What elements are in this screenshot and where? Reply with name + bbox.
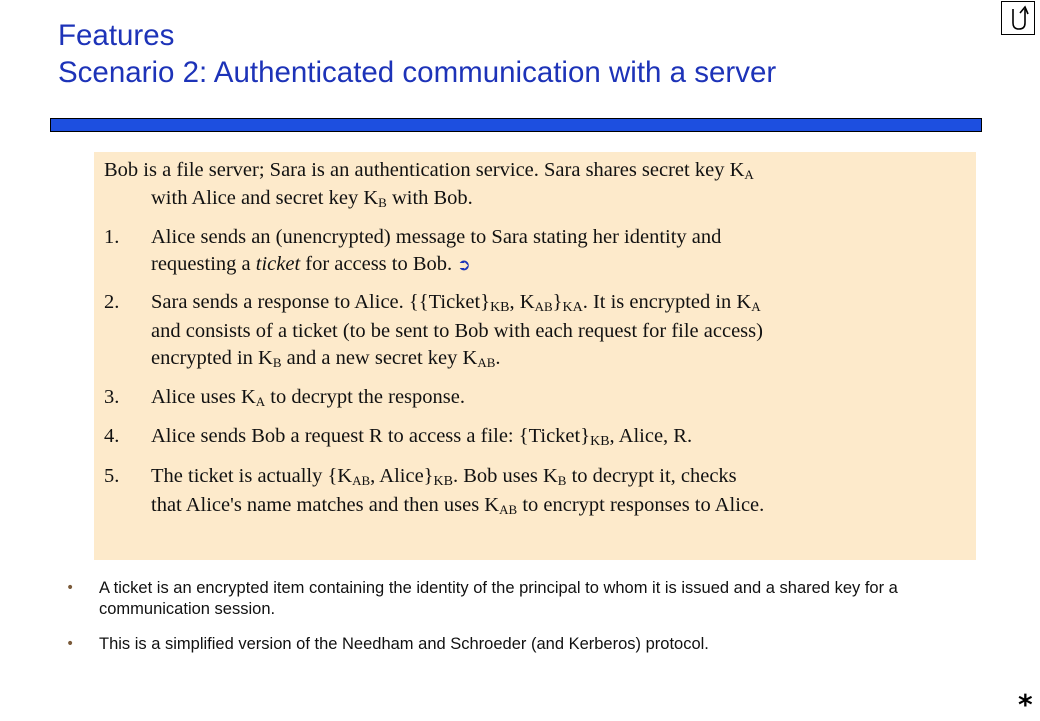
star-marker[interactable]: *	[1018, 688, 1033, 721]
arrow-icon[interactable]: ➲	[457, 255, 471, 274]
intro-paragraph	[104, 157, 970, 213]
step-5-sub: AB	[352, 473, 371, 488]
step-5-text: to decrypt it, checks	[566, 465, 737, 487]
return-arrow-icon	[1002, 2, 1034, 34]
step-1-text-a: requesting a	[151, 253, 256, 275]
return-button[interactable]	[1001, 1, 1035, 35]
step-3-sub: A	[255, 394, 266, 409]
slide-title	[58, 17, 776, 91]
step-2-text: . It is encrypted in K	[582, 291, 752, 313]
step-number: 1.	[104, 226, 120, 248]
title-rule	[50, 118, 982, 132]
step-2-sub: A	[751, 299, 761, 314]
bullet-item	[66, 634, 996, 655]
step-4	[104, 423, 970, 452]
step-2-sub: KA	[562, 300, 583, 315]
step-1-emphasis: ticket	[255, 253, 301, 275]
scenario-content	[104, 157, 970, 531]
step-4-sub: KB	[590, 434, 610, 449]
bullet-text: A ticket is an encrypted item containing the identity of the principal to whom it is issued and a shared key for a communication session.	[99, 579, 898, 618]
bullet-item	[66, 578, 996, 620]
step-5-sub: B	[557, 473, 567, 488]
step-number: 4.	[104, 425, 120, 447]
step-2-line-2: and consists of a ticket (to be sent to Bob with each request for file access)	[151, 320, 763, 342]
title-line-2: Scenario 2: Authenticated communication with a server	[58, 56, 777, 89]
bullet-text: This is a simplified version of the Needham and Schroeder (and Kerberos) protocol.	[99, 635, 709, 653]
step-5-text: The ticket is actually {K	[151, 465, 353, 487]
step-5-text: , Alice}	[370, 465, 434, 487]
step-2-text: encrypted in K	[151, 347, 273, 369]
intro-text-1: Bob is a file server; Sara is an authentication service. Sara shares secret key K	[104, 159, 745, 181]
step-4-text: , Alice, R.	[609, 425, 693, 447]
intro-text-2: with Alice and secret key K	[151, 187, 379, 209]
step-2-text: and a new secret key K	[281, 347, 478, 369]
step-1	[104, 224, 970, 278]
step-3-text: to decrypt the response.	[265, 386, 465, 408]
step-2-text: .	[495, 347, 501, 369]
bullet-icon: •	[66, 636, 75, 652]
step-2	[104, 289, 970, 373]
intro-sub-1: A	[744, 167, 754, 182]
step-2-text: , K	[509, 291, 535, 313]
intro-sub-2: B	[378, 195, 387, 210]
step-1-text-b: for access to Bob.	[300, 253, 458, 275]
step-5-text: that Alice's name matches and then uses K	[151, 494, 500, 516]
step-3	[104, 384, 970, 412]
step-1-line-1: Alice sends an (unencrypted) message to Sara stating her identity and	[151, 226, 722, 248]
step-2-text: Sara sends a response to Alice. {{Ticket}	[151, 291, 491, 313]
step-2-sub: AB	[534, 299, 553, 314]
step-5-text: to encrypt responses to Alice.	[517, 494, 765, 516]
step-number: 2.	[104, 291, 120, 313]
step-5	[104, 463, 970, 520]
step-5-sub: KB	[433, 474, 453, 489]
step-5-text: . Bob uses K	[452, 465, 558, 487]
step-3-text: Alice uses K	[151, 386, 256, 408]
step-2-text: }	[552, 291, 563, 313]
step-2-sub: B	[272, 355, 282, 370]
step-number: 5.	[104, 465, 120, 487]
step-2-sub: AB	[477, 355, 496, 370]
step-5-sub: AB	[499, 502, 518, 517]
step-4-text: Alice sends Bob a request R to access a file: {Ticket}	[151, 425, 591, 447]
bullet-icon: •	[66, 580, 75, 596]
step-2-sub: KB	[490, 300, 510, 315]
step-number: 3.	[104, 386, 120, 408]
bullet-list	[66, 578, 996, 669]
title-line-1: Features	[58, 19, 175, 52]
intro-text-3: with Bob.	[386, 187, 473, 209]
